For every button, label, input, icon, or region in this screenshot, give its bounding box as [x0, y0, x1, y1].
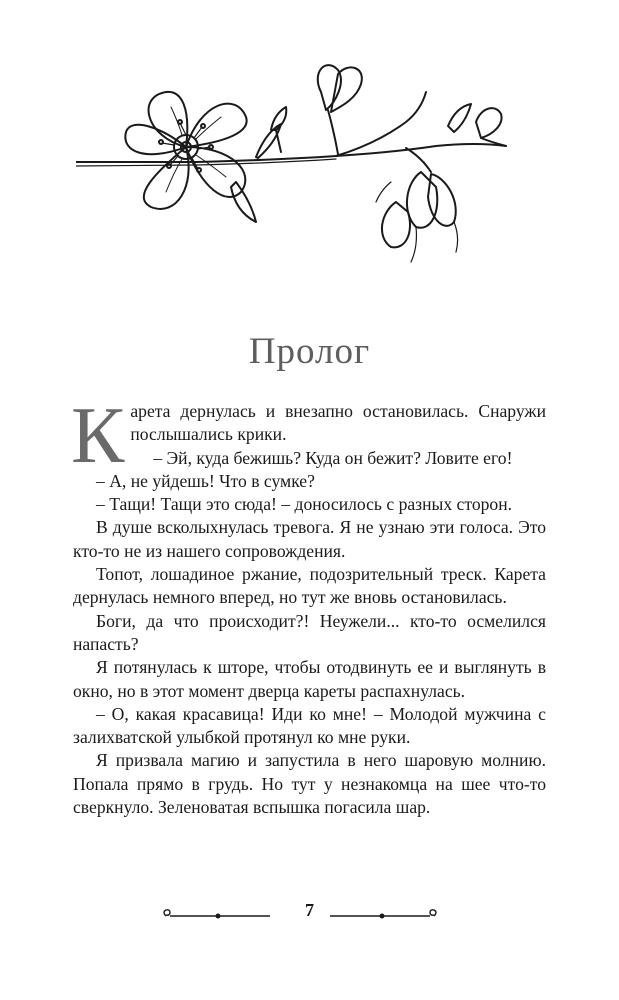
- paragraph: В душе всколыхнулась тревога. Я не узнаю эти голоса. Это кто-то не из нашего сопровождения.: [73, 517, 546, 561]
- page-number: 7: [305, 900, 314, 920]
- dialogue-line: – Тащи! Тащи это сюда! – доносилось с разных сторон.: [96, 494, 513, 515]
- paragraph-text: арета дернулась и внезапно остановилась. Снаружи послышались крики.: [130, 401, 546, 445]
- dialogue-line: – О, какая красавица! Иди ко мне! – Молодой мужчина с залихватской улыбкой протянул ко мне руки.: [73, 703, 546, 748]
- flower-branch-icon: [76, 62, 536, 272]
- paragraph: Топот, лошадиное ржание, подозрительный треск. Карета дернулась немного вперед, но тут же вновь остановилась.: [73, 564, 546, 608]
- chapter-body: [71, 392, 546, 819]
- paragraph: Я призвала магию и запустила в него шаровую молнию. Попала прямо в грудь. Но тут у незнакомца на шее что-то сверкнуло. Зеленоватая вспышка погасила шар.: [73, 750, 546, 818]
- dialogue-line: – А, не уйдешь! Что в сумке?: [96, 470, 315, 491]
- drop-cap: К: [71, 392, 125, 480]
- paragraph: Я потянулась к шторе, чтобы отодвинуть ее и выглянуть в окно, но в этот момент дверца кареты распахнулась.: [73, 657, 546, 701]
- paragraph: Боги, да что происходит?! Неужели... кто-то осмелился напасть?: [73, 610, 546, 654]
- dialogue-line: – Эй, куда бежишь? Куда он бежит? Ловите его!: [153, 447, 513, 468]
- chapter-title: Пролог: [248, 331, 371, 372]
